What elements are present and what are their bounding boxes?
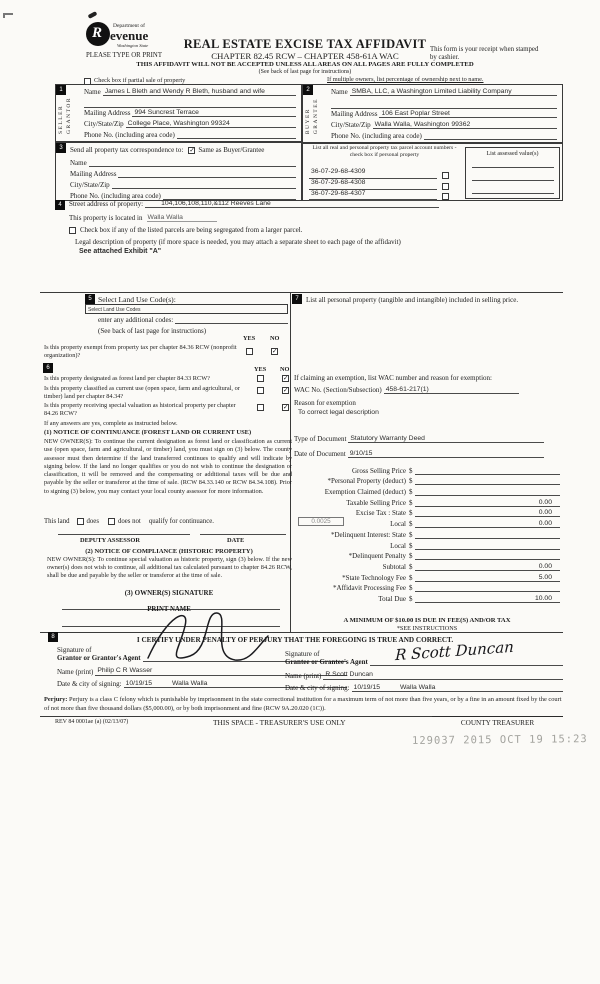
delinquent-penalty-row: *Delinquent Penalty $	[294, 550, 560, 561]
select-land-use-label: Select Land Use Code(s):	[98, 295, 176, 304]
wac-row: WAC No. (Section/Subsection) 458-61-217(1)	[294, 386, 519, 394]
legal-description-value: See attached Exhibit "A"	[79, 248, 162, 255]
notice1-text: NEW OWNER(S): To continue the current designation as forest land or classification as current use (open space, farm and agricultural, or timber) land, you must sign on (3) below. The county assessor must then determine if the land transferred continues to qualify and will indicate by signing below. If the land no longer qualifies or you do not wish to continue the designation or classification, it will be removed and the compensating or additional taxes will be due and payable by the seller or transferor at the time of sale. (RCW 84.33.140 or RCW 84.34.108). Prior to signing (3) below, you may contact your local county assessor for more information.	[44, 438, 292, 495]
money-field[interactable]	[415, 488, 561, 496]
section-7-number: 7	[292, 294, 302, 304]
corr-mailing-row: Mailing Address	[70, 170, 296, 178]
does-checkbox[interactable]	[77, 518, 84, 525]
historic-question: Is this property receiving special valuation as historical property per chapter 84.26 RCW?	[44, 402, 236, 418]
type-of-document-row: Type of Document Statutory Warranty Deed	[294, 435, 544, 443]
land-use-code-select[interactable]	[85, 304, 288, 314]
continuance-row: This land does does not qualify for continuance.	[44, 518, 214, 525]
seller-mailing-field[interactable]: 994 Suncrest Terrace	[132, 109, 296, 117]
money-field[interactable]	[415, 467, 561, 475]
reason-exemption-value: To correct legal description	[298, 409, 379, 416]
parcel-heading: List all real and personal property tax parcel account numbers - check box if personal property	[312, 145, 457, 158]
date-of-document-row: Date of Document 9/10/15	[294, 450, 544, 458]
cashier-stamp: 129037 2015 OCT 19 15:23	[411, 733, 588, 747]
money-field[interactable]: 5.00	[415, 574, 561, 582]
section-2-number: 2	[303, 85, 313, 95]
delinquent-interest-state-row: *Delinquent Interest: State $	[294, 528, 560, 539]
reason-exemption-label: Reason for exemption	[294, 399, 356, 407]
money-field[interactable]: 0.00	[415, 520, 561, 528]
current-use-no-checkbox[interactable]: ✓	[283, 387, 289, 394]
deputy-date-line[interactable]	[200, 527, 286, 535]
deputy-assessor-label: DEPUTY ASSESSOR	[80, 537, 140, 544]
segregated-checkbox[interactable]	[69, 227, 76, 234]
section-1-number: 1	[56, 85, 66, 95]
corr-phone-field[interactable]	[163, 192, 296, 200]
yes-header: YES	[243, 335, 256, 342]
receipt-note: This form is your receipt when stamped by cashier.	[430, 46, 539, 62]
no-header: NO	[280, 366, 290, 373]
date-label: DATE	[227, 537, 245, 544]
forest-no-checkbox[interactable]: ✓	[283, 375, 289, 382]
seller-percentage-line[interactable]	[84, 100, 296, 108]
historic-yes-checkbox[interactable]	[257, 404, 264, 411]
parcel-number-field[interactable]	[309, 192, 437, 200]
street-address-row: Street address of property: 104,106,108,110,&112 Reeves Lane	[69, 200, 439, 208]
see-instructions-note: *SEE INSTRUCTIONS	[396, 625, 458, 632]
money-field[interactable]	[415, 552, 561, 560]
wac-number-field[interactable]: 458-61-217(1)	[384, 386, 519, 394]
county-treasurer-label: COUNTY TREASURER	[460, 719, 535, 727]
please-type-note: PLEASE TYPE OR PRINT	[86, 52, 162, 59]
see-back-note: (See back of last page for instructions)	[98, 327, 207, 335]
form-warning: THIS AFFIDAVIT WILL NOT BE ACCEPTED UNLESS ALL AREAS ON ALL PAGES ARE FULLY COMPLETED	[136, 61, 474, 68]
scan-artifact	[88, 11, 98, 19]
tax-correspondence-section	[55, 142, 302, 201]
affidavit-processing-fee-row: *Affidavit Processing Fee $	[294, 582, 560, 593]
date-of-document-field[interactable]: 9/10/15	[348, 450, 544, 458]
buyer-phone-row: Phone No. (including area code)	[331, 132, 557, 140]
money-field[interactable]	[415, 531, 561, 539]
historic-no-checkbox[interactable]: ✓	[283, 404, 289, 411]
legal-description-label: Legal description of property (if more space is needed, you may attach a separate sheet to each page of the affidavit)	[75, 238, 401, 246]
revenue-logo-icon: R	[86, 22, 110, 46]
partial-sale-label: Check box if partial sale of property	[94, 77, 186, 84]
property-located-field[interactable]: Walla Walla	[147, 214, 217, 222]
corr-name-field[interactable]	[89, 159, 296, 167]
seller-name-row: Name James L Bleth and Wendy R Bleth, husband and wife	[84, 88, 296, 96]
see-back-note: (See back of last page for instructions)	[258, 69, 352, 75]
owners-signature-title: (3) OWNER(S) SIGNATURE	[124, 589, 214, 597]
state-technology-fee-row: *State Technology Fee $ 5.00	[294, 571, 560, 582]
grantee-signature-block: Signature of Grantee or Grantee's Agent Name (print) R Scott Duncan Date & city of signing: 10/19/15 Walla Walla	[285, 650, 563, 692]
notice1-title: (1) NOTICE OF CONTINUANCE (FOREST LAND OR CURRENT USE)	[44, 429, 252, 436]
grantor-name-row: Name (print) Philip C R Wasser	[57, 667, 347, 675]
seller-phone-field[interactable]	[177, 131, 296, 139]
buyer-name-row: Name SMBA, LLC, a Washington Limited Liability Company	[331, 88, 557, 96]
section-3-number: 3	[56, 143, 66, 153]
exemption-claimed-row: Exemption Claimed (deduct) $	[294, 485, 560, 496]
buyer-phone-field[interactable]	[424, 132, 557, 140]
minimum-fee-note: A MINIMUM OF $10.00 IS DUE IN FEE(S) AND/OR TAX	[343, 617, 511, 624]
current-use-yes-checkbox[interactable]	[257, 387, 264, 394]
seller-mailing-row: Mailing Address 994 Suncrest Terrace	[84, 109, 296, 117]
grantee-signature-row: Grantee or Grantee's Agent	[285, 658, 563, 666]
form-subtitle: CHAPTER 82.45 RCW – CHAPTER 458-61A WAC	[211, 51, 399, 61]
parcel-section	[302, 143, 563, 201]
logo-dept-text: Department of	[113, 23, 145, 29]
seller-city-field[interactable]: College Place, Washington 99324	[126, 120, 296, 128]
grantor-signature-scribble	[140, 604, 275, 668]
grantee-signature-handwriting: R Scott Duncan	[394, 637, 515, 665]
certify-statement: I CERTIFY UNDER PENALTY OF PERJURY THAT THE FOREGOING IS TRUE AND CORRECT.	[136, 636, 454, 644]
section-4-number: 4	[55, 200, 65, 210]
exempt-question: Is this property exempt from property tax per chapter 84.36 RCW (nonprofit organization)?	[44, 344, 237, 360]
form-title: REAL ESTATE EXCISE TAX AFFIDAVIT	[183, 37, 427, 51]
segregated-row: Check box if any of the listed parcels are being segregated from a larger parcel.	[69, 226, 302, 234]
perjury-note: Perjury: Perjury is a class C felony which is punishable by imprisonment in the state correctional institution for a maximum term of not more than five years, or by a fine in an amount fixed by the court of not more than five thousand dollars ($5,000.00), or by both imprisonment and fine (RCW 9A.20.020 (1C)).	[44, 696, 562, 712]
money-field[interactable]: 10.00	[415, 595, 561, 603]
grantee-name-field[interactable]: R Scott Duncan	[323, 671, 563, 679]
assessed-value-field[interactable]	[472, 173, 554, 181]
section-5-number: 5	[85, 294, 95, 304]
buyer-percentage-line[interactable]	[331, 101, 557, 109]
send-correspondence-row: Send all property tax correspondence to: ✓ Same as Buyer/Grantee	[70, 146, 265, 154]
buyer-name-field[interactable]: SMBA, LLC, a Washington Limited Liability Company	[350, 88, 557, 96]
grantee-date-row: Date & city of signing: 10/19/15 Walla Walla	[285, 684, 563, 692]
logo-state-text: Washington State	[117, 43, 149, 48]
personal-property-checkbox[interactable]	[442, 193, 449, 200]
excise-tax-local-row: 0.0025 Local $ 0.00	[294, 517, 560, 528]
forest-land-question: Is this property designated as forest land per chapter 84.33 RCW?	[44, 375, 210, 382]
corr-phone-row: Phone No. (including area code)	[70, 192, 296, 200]
money-field[interactable]	[415, 584, 561, 592]
additional-codes-row: enter any additional codes:	[98, 316, 288, 324]
seller-city-row: City/State/Zip College Place, Washington 99324	[84, 120, 296, 128]
seller-phone-row: Phone No. (including area code)	[84, 131, 296, 139]
same-as-buyer-checkbox[interactable]: ✓	[189, 146, 195, 154]
grantor-date-field[interactable]: 10/19/15 Walla Walla	[124, 680, 347, 688]
no-header: NO	[270, 335, 280, 342]
property-located-row: This property is located in Walla Walla	[69, 214, 217, 222]
taxable-selling-price-row: Taxable Selling Price $ 0.00	[294, 496, 560, 507]
buyer-city-row: City/State/Zip Walla Walla, Washington 99362	[331, 121, 557, 129]
grantor-name-field[interactable]: Philip C R Wasser	[95, 667, 347, 675]
money-field[interactable]	[415, 542, 561, 550]
section-8-number: 8	[48, 632, 58, 642]
seller-section	[55, 84, 302, 142]
rev-form-code: REV 84 0001ae (a) (02/13/07)	[55, 719, 129, 725]
exempt-yes-checkbox[interactable]	[246, 348, 253, 355]
excise-tax-state-row: Excise Tax : State $ 0.00	[294, 507, 560, 518]
yes-header: YES	[254, 366, 267, 373]
assessed-values-box	[465, 147, 560, 199]
divider	[40, 292, 563, 293]
corr-name-row: Name	[70, 159, 296, 167]
assessed-value-field[interactable]	[472, 186, 554, 194]
multiple-owners-note: If multiple owners, list percentage of ownership next to name.	[327, 76, 484, 83]
assessed-value-field[interactable]	[472, 160, 554, 168]
local-rate-box: 0.0025	[298, 517, 344, 526]
corr-mailing-field[interactable]	[118, 170, 296, 178]
corr-city-row: City/State/Zip	[70, 181, 296, 189]
exempt-no-checkbox[interactable]: ✓	[272, 348, 278, 355]
corr-city-field[interactable]	[112, 181, 296, 189]
notice2-text: NEW OWNER(S): To continue special valuation as historic property, sign (3) below. If the new owner(s) does not wish to continue, all additional tax calculated pursuant to chapter 84.26 RCW, shall be due and payable by the seller or transferor at the time of sale.	[47, 556, 292, 580]
grantee-date-field[interactable]: 10/19/15 Walla Walla	[352, 684, 563, 692]
parcel-row	[309, 192, 449, 200]
excise-tax-table	[294, 464, 560, 603]
parcel-number-field[interactable]: 36-07-29-68-4307	[309, 182, 437, 201]
total-due-row: Total Due $ 10.00	[294, 592, 560, 603]
treasurer-space-label: THIS SPACE - TREASURER'S USE ONLY	[213, 718, 346, 727]
personal-property-label: List all personal property (tangible and intangible) included in selling price.	[306, 296, 519, 304]
logo-name-text: evenue	[110, 28, 149, 43]
money-field[interactable]: 0.00	[415, 563, 561, 571]
buyer-mailing-field[interactable]: 106 East Poplar Street	[379, 110, 557, 118]
delinquent-interest-local-row: Local $	[294, 539, 560, 550]
additional-codes-field[interactable]	[175, 316, 288, 324]
subtotal-row: Subtotal $ 0.00	[294, 560, 560, 571]
buyer-mailing-row: Mailing Address 106 East Poplar Street	[331, 110, 557, 118]
current-use-question: Is this property classified as current use (open space, farm and agricultural, or timber) land per chapter 84.34?	[44, 385, 240, 401]
section-6-number: 6	[43, 363, 53, 373]
notice2-title: (2) NOTICE OF COMPLIANCE (HISTORIC PROPERTY)	[85, 548, 253, 555]
buyer-section	[302, 84, 563, 143]
deputy-assessor-signature-line[interactable]	[58, 527, 190, 535]
buyer-side-label: BUYER GRANTEE	[305, 98, 319, 135]
grantor-signature-block: Signature of Grantor or Grantor's Agent Name (print) Philip C R Wasser Date & city of signing: 10/19/15 Walla Walla	[57, 646, 349, 688]
street-address-field[interactable]: 104,106,108,110,&112 Reeves Lane	[145, 200, 439, 208]
personal-property-deduct-row: *Personal Property (deduct) $	[294, 475, 560, 486]
parcel-number-field[interactable]: 36-07-29-68-4309	[309, 160, 437, 179]
seller-name-field[interactable]: James L Bleth and Wendy R Bleth, husband and wife	[103, 88, 296, 96]
forest-yes-checkbox[interactable]	[257, 375, 264, 382]
grantor-date-row: Date & city of signing: 10/19/15 Walla Walla	[57, 680, 347, 688]
grantor-signature-row: Grantor or Grantor's Agent	[57, 654, 347, 662]
money-field[interactable]: 0.00	[415, 499, 561, 507]
gross-selling-price-row: Gross Selling Price $	[294, 464, 560, 475]
type-of-document-field[interactable]: Statutory Warranty Deed	[348, 435, 544, 443]
county-treasurer-line	[432, 716, 563, 717]
buyer-city-field[interactable]: Walla Walla, Washington 99362	[373, 121, 557, 129]
if-yes-note: If any answers are yes, complete as instructed below.	[44, 420, 178, 427]
print-name-label: PRINT NAME	[147, 606, 191, 613]
parcel-number-field[interactable]: 36-07-29-68-4308	[309, 171, 437, 190]
land-use-select-text: Select Land Use Codes	[88, 307, 141, 313]
scan-artifact	[3, 13, 13, 18]
exemption-claim-label: If claiming an exemption, list WAC number and reason for exemption:	[294, 374, 492, 382]
money-field[interactable]	[415, 477, 561, 485]
seller-side-label: SELLER GRANTOR	[58, 97, 72, 134]
divider	[40, 632, 563, 633]
grantee-name-row: Name (print) R Scott Duncan	[285, 671, 563, 679]
does-not-checkbox[interactable]	[108, 518, 115, 525]
assessed-values-heading: List assessed value(s)	[486, 151, 539, 157]
money-field[interactable]: 0.00	[415, 509, 561, 517]
